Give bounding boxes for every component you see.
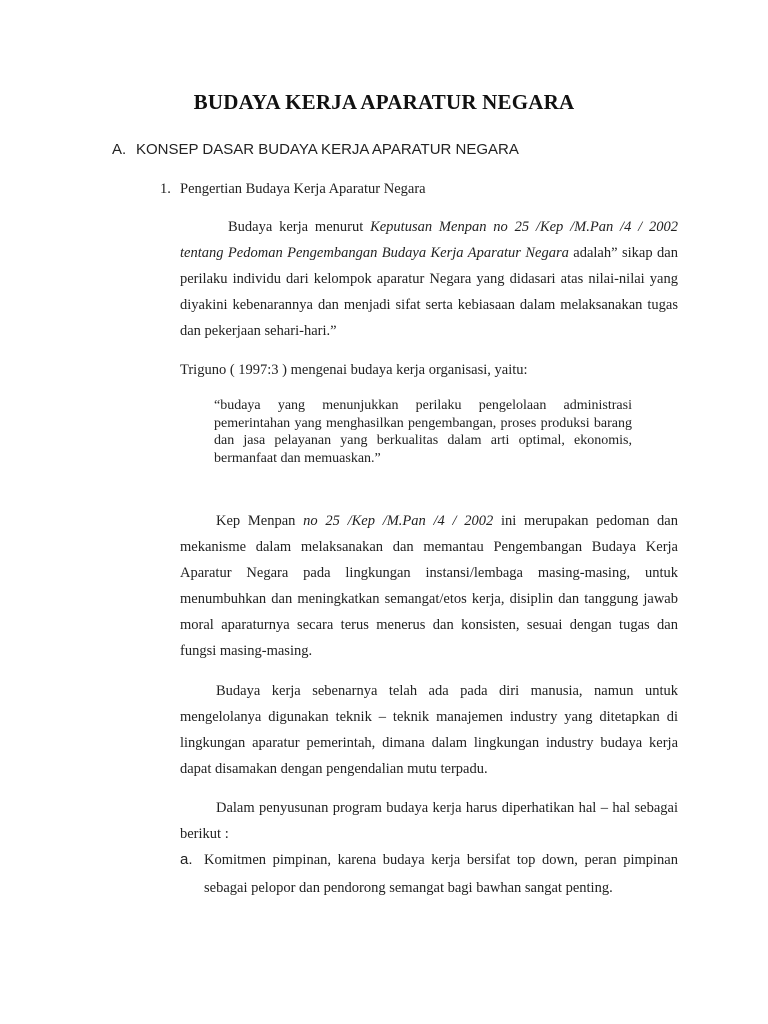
paragraph-definition-citation: Keputusan Menpan no 25 /Kep /M.Pan /4 / 2002 tentang Pedoman Pengembangan Budaya Kerja Aparatur Negara: [180, 219, 679, 261]
paragraph-kep-menpan-rest: ini merupakan pedoman dan mekanisme dalam melaksanakan dan memantau Pengembangan Budaya Kerja Aparatur Negara pada lingkungan instansi/lembaga masing-masing, untuk menumbuhkan dan meningkatkan semangat/etos kerja, disiplin dan tanggung jawab moral aparaturnya secara terus menerus dan konsisten, sesuai dengan tugas dan fungsi masing-masing.: [180, 513, 678, 659]
list-item-text: Komitmen pimpinan, karena budaya kerja bersifat top down, peran pimpinan sebagai pelopor dan pendorong semangat bagi bawhan sangat penting.: [204, 852, 678, 896]
section-heading: [112, 141, 519, 158]
paragraph-penyusunan-text: Dalam penyusunan program budaya kerja harus diperhatikan hal – hal sebagai berikut :: [180, 800, 678, 842]
paragraph-definition: [180, 214, 678, 344]
paragraph-definition-lead: Budaya kerja menurut: [228, 219, 371, 235]
subsection-heading: [160, 181, 426, 198]
paragraph-budaya-kerja-text: Budaya kerja sebenarnya telah ada pada diri manusia, namun untuk mengelolanya digunakan teknik – teknik manajemen industry yang ditetapkan di lingkungan aparatur pemerintah, dimana dalam lingkungan industry budaya kerja dapat disamakan dengan pengendalian mutu terpadu.: [180, 683, 678, 777]
triguno-intro: Triguno ( 1997:3 ) mengenai budaya kerja organisasi, yaitu:: [180, 362, 528, 378]
paragraph-penyusunan: [180, 795, 678, 847]
section-label: KONSEP DASAR BUDAYA KERJA APARATUR NEGARA: [136, 141, 519, 158]
block-quote: “budaya yang menunjukkan perilaku pengelolaan administrasi pemerintahan yang menghasilkan pengembangan, proses produksi barang dan jasa pelayanan yang berkualitas dalam arti optimal, ekonomis, bermanfaat dan memuaskan.”: [214, 398, 632, 466]
list-item-marker: a.: [180, 851, 193, 868]
section-marker: A.: [112, 141, 127, 158]
subsection-label: Pengertian Budaya Kerja Aparatur Negara: [180, 181, 426, 197]
paragraph-budaya-kerja: [180, 678, 678, 782]
subsection-marker: 1.: [160, 181, 171, 197]
list-item: [180, 846, 678, 902]
paragraph-definition-rest: adalah” sikap dan perilaku individu dari kelompok aparatur Negara yang didasari atas nilai-nilai yang diyakini kebenarannya dan menjadi sifat serta kebiasaan dalam melaksanakan tugas dan pekerjaan sehari-hari.”: [180, 245, 678, 339]
paragraph-kep-menpan-lead: Kep Menpan: [216, 513, 304, 529]
paragraph-kep-menpan: [180, 508, 678, 664]
paragraph-kep-menpan-citation: no 25 /Kep /M.Pan /4 / 2002: [303, 513, 494, 529]
document-title: BUDAYA KERJA APARATUR NEGARA: [193, 90, 575, 114]
